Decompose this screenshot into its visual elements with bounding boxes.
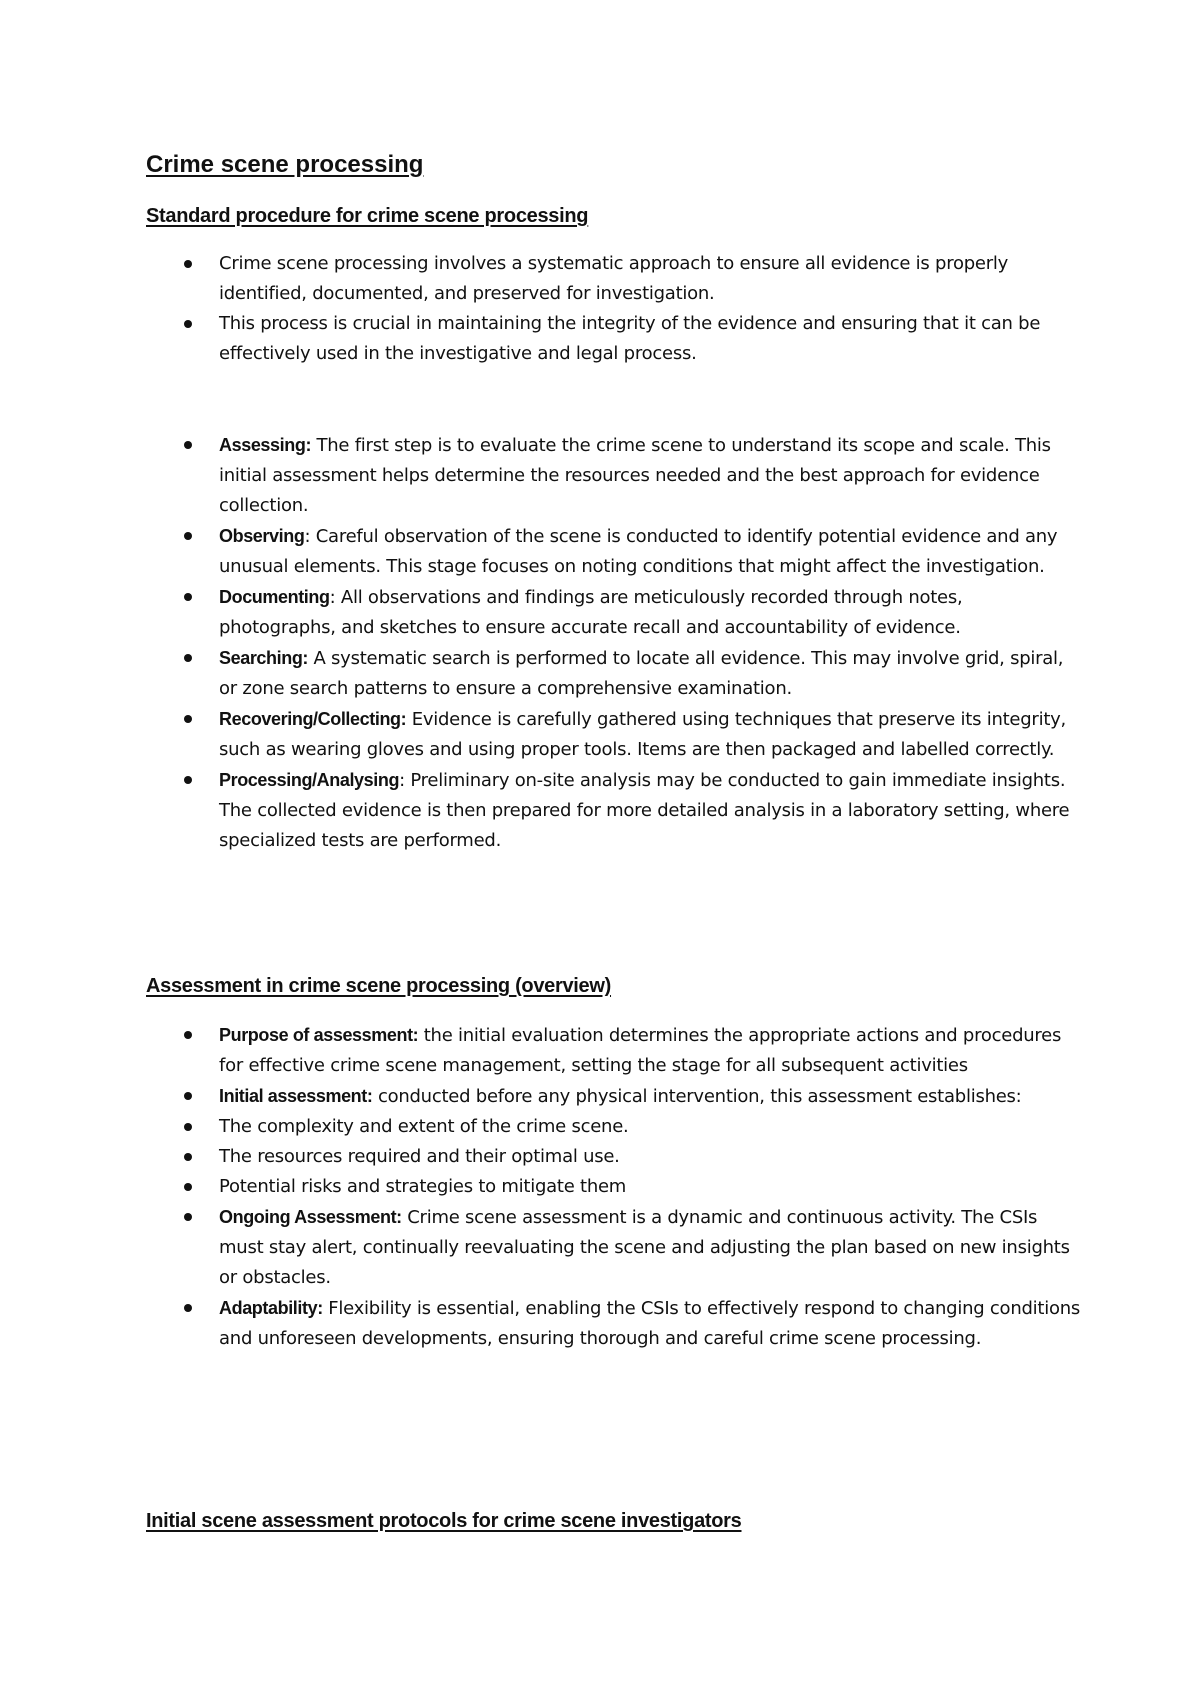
- list-item: [0, 643, 1200, 704]
- list-item-term: Documenting: [219, 587, 330, 607]
- list-item-text: This process is crucial in maintaining the integrity of the evidence and ensuring that it can be effectively used in the investigative and legal process.: [219, 313, 1041, 364]
- list-item-text: : Preliminary on-site analysis may be conducted to gain immediate insights. The collected evidence is then prepared for more detailed analysis in a laboratory setting, where specialized tests are performed.: [219, 770, 1070, 851]
- list-item-text: The complexity and extent of the crime scene.: [219, 1116, 629, 1137]
- list-item-text: The first step is to evaluate the crime scene to understand its scope and scale. This initial assessment helps determine the resources needed and the best approach for evidence collection.: [219, 435, 1051, 516]
- list-item: [0, 1020, 1200, 1081]
- bullet-icon: [184, 1092, 192, 1100]
- list-item-term: Recovering/Collecting:: [219, 709, 407, 729]
- list-item: [0, 765, 1200, 856]
- bullet-icon: [184, 776, 192, 784]
- bullet-icon: [184, 715, 192, 723]
- procedure-steps-list: [0, 430, 1200, 856]
- list-item: [0, 1112, 1200, 1142]
- list-item: [0, 249, 1200, 309]
- list-item-text: : All observations and findings are meticulously recorded through notes, photographs, and sketches to ensure accurate recall and accountability of evidence.: [219, 587, 963, 638]
- list-item-text: Potential risks and strategies to mitigate them: [219, 1176, 627, 1197]
- bullet-icon: [184, 1183, 192, 1191]
- list-item-term: Processing/Analysing: [219, 770, 400, 790]
- list-item: [0, 430, 1200, 521]
- list-item: [0, 1172, 1200, 1202]
- list-item-term: Observing: [219, 526, 305, 546]
- bullet-icon: [184, 1304, 192, 1312]
- list-item: [0, 582, 1200, 643]
- list-item-text: the initial evaluation determines the appropriate actions and procedures for effective crime scene management, setting the stage for all subsequent activities: [219, 1025, 1062, 1076]
- bullet-icon: [184, 532, 192, 540]
- list-item: [0, 309, 1200, 369]
- bullet-icon: [184, 260, 192, 268]
- list-item-term: Ongoing Assessment:: [219, 1207, 402, 1227]
- list-item-term: Searching:: [219, 648, 309, 668]
- section-heading-standard-procedure: Standard procedure for crime scene processing: [146, 205, 589, 227]
- bullet-icon: [184, 1153, 192, 1161]
- list-item-term: Adaptability:: [219, 1298, 323, 1318]
- list-item-text: Crime scene processing involves a systematic approach to ensure all evidence is properly identified, documented, and preserved for investigation.: [219, 253, 1009, 304]
- list-item-text: Crime scene assessment is a dynamic and continuous activity. The CSIs must stay alert, continually reevaluating the scene and adjusting the plan based on new insights or obstacles.: [219, 1207, 1070, 1288]
- bullet-icon: [184, 441, 192, 449]
- bullet-icon: [184, 1123, 192, 1131]
- list-item: [0, 521, 1200, 582]
- bullet-icon: [184, 654, 192, 662]
- assessment-bullet-list: [0, 1020, 1200, 1354]
- list-item-text: A systematic search is performed to locate all evidence. This may involve grid, spiral, or zone search patterns to ensure a comprehensive examination.: [219, 648, 1064, 699]
- list-item: [0, 1142, 1200, 1172]
- bullet-icon: [184, 593, 192, 601]
- section-heading-initial-scene-protocols: Initial scene assessment protocols for crime scene investigators: [146, 1510, 742, 1532]
- list-item-text: : Careful observation of the scene is conducted to identify potential evidence and any unusual elements. This stage focuses on noting conditions that might affect the investigation.: [219, 526, 1058, 577]
- list-item-text: conducted before any physical intervention, this assessment establishes:: [372, 1086, 1022, 1107]
- list-item-term: Initial assessment:: [219, 1086, 373, 1106]
- bullet-icon: [184, 1031, 192, 1039]
- list-item: [0, 1081, 1200, 1112]
- list-item-text: The resources required and their optimal use.: [219, 1146, 620, 1167]
- list-item: [0, 1293, 1200, 1354]
- list-item-term: Assessing:: [219, 435, 312, 455]
- list-item-text: Evidence is carefully gathered using techniques that preserve its integrity, such as wearing gloves and using proper tools. Items are then packaged and labelled correctly.: [219, 709, 1067, 760]
- bullet-icon: [184, 320, 192, 328]
- list-item-term: Purpose of assessment:: [219, 1025, 419, 1045]
- list-item-text: Flexibility is essential, enabling the CSIs to effectively respond to changing conditions and unforeseen developments, ensuring thorough and careful crime scene processing.: [219, 1298, 1081, 1349]
- section-heading-assessment-overview: Assessment in crime scene processing (overview): [146, 975, 612, 997]
- list-item: [0, 1202, 1200, 1293]
- list-item: [0, 704, 1200, 765]
- bullet-icon: [184, 1213, 192, 1221]
- intro-bullet-list: [0, 249, 1200, 369]
- document-title: Crime scene processing: [146, 151, 424, 178]
